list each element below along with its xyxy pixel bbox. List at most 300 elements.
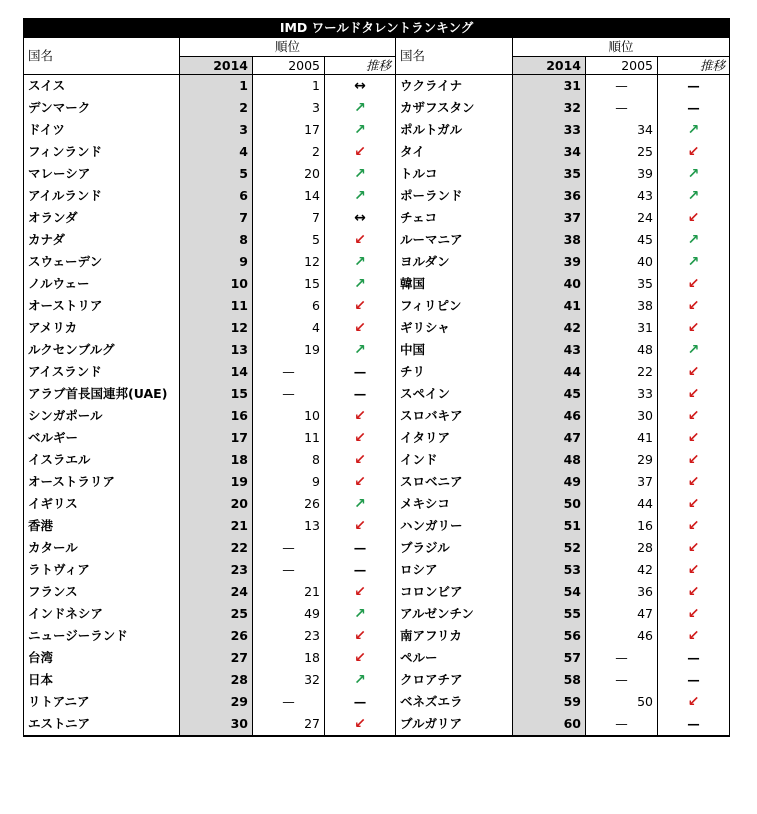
country-name: フィンランド bbox=[24, 141, 180, 163]
country-name: スウェーデン bbox=[24, 251, 180, 273]
trend-cell bbox=[658, 339, 730, 361]
country-name: ブラジル bbox=[396, 537, 513, 559]
country-name: 韓国 bbox=[396, 273, 513, 295]
rank-2005: 32 bbox=[253, 669, 325, 691]
rank-2005: — bbox=[586, 669, 658, 691]
rank-2005: 16 bbox=[586, 515, 658, 537]
country-name: オーストラリア bbox=[24, 471, 180, 493]
table-row bbox=[24, 251, 730, 273]
rank-2005: 3 bbox=[253, 97, 325, 119]
no-data-dash: — bbox=[687, 100, 700, 115]
table-row bbox=[24, 493, 730, 515]
rank-2014: 54 bbox=[513, 581, 586, 603]
table-row bbox=[24, 339, 730, 361]
up-arrow-icon: ↗ bbox=[354, 188, 366, 204]
country-name: アイスランド bbox=[24, 361, 180, 383]
rank-2005: 21 bbox=[253, 581, 325, 603]
table-row bbox=[24, 647, 730, 669]
header-2005-left: 2005 bbox=[253, 57, 325, 75]
trend-cell bbox=[325, 273, 396, 295]
trend-cell bbox=[325, 427, 396, 449]
country-name: ルーマニア bbox=[396, 229, 513, 251]
down-arrow-icon: ↙ bbox=[354, 650, 366, 666]
trend-cell bbox=[658, 141, 730, 163]
country-name: 日本 bbox=[24, 669, 180, 691]
rank-2014: 9 bbox=[180, 251, 253, 273]
rank-2005: 27 bbox=[253, 713, 325, 736]
country-name: ロシア bbox=[396, 559, 513, 581]
left-right-arrow-icon: ↔ bbox=[354, 78, 366, 94]
rank-2005: 5 bbox=[253, 229, 325, 251]
country-name: カナダ bbox=[24, 229, 180, 251]
rank-2005: — bbox=[586, 713, 658, 736]
rank-2005: 47 bbox=[586, 603, 658, 625]
rank-2014: 46 bbox=[513, 405, 586, 427]
trend-cell bbox=[325, 383, 396, 405]
trend-cell bbox=[325, 97, 396, 119]
down-arrow-icon: ↙ bbox=[354, 430, 366, 446]
rank-2014: 20 bbox=[180, 493, 253, 515]
rank-2005: — bbox=[253, 537, 325, 559]
rank-2005: 17 bbox=[253, 119, 325, 141]
trend-cell bbox=[325, 119, 396, 141]
rank-2014: 27 bbox=[180, 647, 253, 669]
country-name: デンマーク bbox=[24, 97, 180, 119]
trend-cell bbox=[325, 559, 396, 581]
rank-2005: 48 bbox=[586, 339, 658, 361]
rank-2014: 14 bbox=[180, 361, 253, 383]
trend-cell bbox=[658, 317, 730, 339]
country-name: トルコ bbox=[396, 163, 513, 185]
down-arrow-icon: ↙ bbox=[687, 276, 700, 292]
trend-cell bbox=[658, 713, 730, 736]
left-right-arrow-icon: ↔ bbox=[354, 210, 366, 226]
country-name: ポーランド bbox=[396, 185, 513, 207]
rank-2005: 13 bbox=[253, 515, 325, 537]
up-arrow-icon: ↗ bbox=[687, 342, 700, 358]
trend-cell bbox=[658, 603, 730, 625]
trend-cell bbox=[658, 383, 730, 405]
no-data-dash: — bbox=[353, 386, 367, 401]
trend-cell bbox=[325, 251, 396, 273]
country-name: イギリス bbox=[24, 493, 180, 515]
country-name: ドイツ bbox=[24, 119, 180, 141]
rank-2005: 50 bbox=[586, 691, 658, 713]
country-name: ノルウェー bbox=[24, 273, 180, 295]
table-row bbox=[24, 515, 730, 537]
rank-2005: 4 bbox=[253, 317, 325, 339]
rank-2014: 53 bbox=[513, 559, 586, 581]
country-name: スロバキア bbox=[396, 405, 513, 427]
country-name: スペイン bbox=[396, 383, 513, 405]
trend-cell bbox=[325, 163, 396, 185]
rank-2005: 30 bbox=[586, 405, 658, 427]
trend-cell bbox=[658, 97, 730, 119]
rank-2014: 25 bbox=[180, 603, 253, 625]
country-name: ベネズエラ bbox=[396, 691, 513, 713]
trend-cell bbox=[325, 229, 396, 251]
up-arrow-icon: ↗ bbox=[354, 122, 366, 138]
rank-2005: 39 bbox=[586, 163, 658, 185]
down-arrow-icon: ↙ bbox=[687, 408, 700, 424]
trend-cell bbox=[325, 449, 396, 471]
table-row bbox=[24, 163, 730, 185]
rank-2005: — bbox=[253, 383, 325, 405]
down-arrow-icon: ↙ bbox=[687, 320, 700, 336]
no-data-dash: — bbox=[687, 650, 700, 665]
country-name: タイ bbox=[396, 141, 513, 163]
rank-2005: 34 bbox=[586, 119, 658, 141]
rank-2014: 30 bbox=[180, 713, 253, 736]
up-arrow-icon: ↗ bbox=[354, 166, 366, 182]
rank-2014: 39 bbox=[513, 251, 586, 273]
rank-2014: 37 bbox=[513, 207, 586, 229]
down-arrow-icon: ↙ bbox=[687, 430, 700, 446]
country-name: アルゼンチン bbox=[396, 603, 513, 625]
rank-2014: 11 bbox=[180, 295, 253, 317]
country-name: フランス bbox=[24, 581, 180, 603]
rank-2005: 15 bbox=[253, 273, 325, 295]
trend-cell bbox=[325, 317, 396, 339]
rank-2014: 26 bbox=[180, 625, 253, 647]
no-data-dash: — bbox=[353, 562, 367, 577]
header-rank-left: 順位 bbox=[180, 38, 396, 57]
country-name: インドネシア bbox=[24, 603, 180, 625]
rank-2014: 6 bbox=[180, 185, 253, 207]
table-row bbox=[24, 361, 730, 383]
no-data-dash: — bbox=[687, 716, 700, 731]
rank-2005: 36 bbox=[586, 581, 658, 603]
rank-2014: 21 bbox=[180, 515, 253, 537]
rank-2005: — bbox=[586, 75, 658, 98]
down-arrow-icon: ↙ bbox=[354, 628, 366, 644]
up-arrow-icon: ↗ bbox=[687, 122, 700, 138]
country-name: チェコ bbox=[396, 207, 513, 229]
trend-cell bbox=[325, 141, 396, 163]
up-arrow-icon: ↗ bbox=[687, 166, 700, 182]
rank-2005: 41 bbox=[586, 427, 658, 449]
rank-2014: 41 bbox=[513, 295, 586, 317]
down-arrow-icon: ↙ bbox=[687, 496, 700, 512]
country-name: 香港 bbox=[24, 515, 180, 537]
rank-2005: 31 bbox=[586, 317, 658, 339]
rank-2014: 18 bbox=[180, 449, 253, 471]
table-row bbox=[24, 581, 730, 603]
rank-2005: 20 bbox=[253, 163, 325, 185]
rank-2014: 47 bbox=[513, 427, 586, 449]
rank-2005: — bbox=[253, 361, 325, 383]
rank-2014: 2 bbox=[180, 97, 253, 119]
table-row bbox=[24, 669, 730, 691]
rank-2005: 14 bbox=[253, 185, 325, 207]
rank-2005: 40 bbox=[586, 251, 658, 273]
table-row bbox=[24, 559, 730, 581]
header-trend-right: 推移 bbox=[658, 57, 730, 75]
rank-2014: 16 bbox=[180, 405, 253, 427]
trend-cell bbox=[325, 207, 396, 229]
trend-cell bbox=[325, 713, 396, 736]
rank-2014: 1 bbox=[180, 75, 253, 98]
country-name: カザフスタン bbox=[396, 97, 513, 119]
rank-2014: 28 bbox=[180, 669, 253, 691]
table-row bbox=[24, 537, 730, 559]
rank-2005: 44 bbox=[586, 493, 658, 515]
rank-2005: 9 bbox=[253, 471, 325, 493]
up-arrow-icon: ↗ bbox=[687, 254, 700, 270]
down-arrow-icon: ↙ bbox=[687, 562, 700, 578]
rank-2005: 22 bbox=[586, 361, 658, 383]
country-name: ハンガリー bbox=[396, 515, 513, 537]
trend-cell bbox=[658, 427, 730, 449]
down-arrow-icon: ↙ bbox=[687, 364, 700, 380]
rank-2005: 7 bbox=[253, 207, 325, 229]
rank-2005: 49 bbox=[253, 603, 325, 625]
table-row bbox=[24, 295, 730, 317]
rank-2014: 55 bbox=[513, 603, 586, 625]
trend-cell bbox=[325, 493, 396, 515]
rank-2005: 35 bbox=[586, 273, 658, 295]
table-row bbox=[24, 317, 730, 339]
trend-cell bbox=[658, 75, 730, 98]
rank-2014: 51 bbox=[513, 515, 586, 537]
table-row bbox=[24, 383, 730, 405]
down-arrow-icon: ↙ bbox=[354, 584, 366, 600]
rank-2014: 31 bbox=[513, 75, 586, 98]
down-arrow-icon: ↙ bbox=[354, 518, 366, 534]
rank-2014: 10 bbox=[180, 273, 253, 295]
country-name: コロンビア bbox=[396, 581, 513, 603]
rank-2014: 44 bbox=[513, 361, 586, 383]
country-name: イタリア bbox=[396, 427, 513, 449]
rank-2014: 56 bbox=[513, 625, 586, 647]
down-arrow-icon: ↙ bbox=[354, 474, 366, 490]
table-row bbox=[24, 207, 730, 229]
rank-2014: 45 bbox=[513, 383, 586, 405]
down-arrow-icon: ↙ bbox=[687, 628, 700, 644]
header-2014-left: 2014 bbox=[180, 57, 253, 75]
rank-2014: 42 bbox=[513, 317, 586, 339]
rank-2014: 58 bbox=[513, 669, 586, 691]
down-arrow-icon: ↙ bbox=[687, 452, 700, 468]
country-name: スロベニア bbox=[396, 471, 513, 493]
trend-cell bbox=[658, 185, 730, 207]
rank-2005: — bbox=[253, 691, 325, 713]
rank-2014: 36 bbox=[513, 185, 586, 207]
up-arrow-icon: ↗ bbox=[354, 606, 366, 622]
country-name: イスラエル bbox=[24, 449, 180, 471]
rank-2014: 43 bbox=[513, 339, 586, 361]
trend-cell bbox=[325, 603, 396, 625]
rank-2014: 35 bbox=[513, 163, 586, 185]
header-country-left: 国名 bbox=[24, 38, 180, 75]
table-row bbox=[24, 273, 730, 295]
table-row bbox=[24, 471, 730, 493]
country-name: インド bbox=[396, 449, 513, 471]
country-name: ルクセンブルグ bbox=[24, 339, 180, 361]
rank-2005: 8 bbox=[253, 449, 325, 471]
rank-2014: 29 bbox=[180, 691, 253, 713]
rank-2005: — bbox=[253, 559, 325, 581]
table-title: IMD ワールドタレントランキング bbox=[24, 19, 730, 38]
no-data-dash: — bbox=[353, 540, 367, 555]
country-name: フィリピン bbox=[396, 295, 513, 317]
country-name: マレーシア bbox=[24, 163, 180, 185]
country-name: アラブ首長国連邦(UAE) bbox=[24, 383, 180, 405]
country-name: チリ bbox=[396, 361, 513, 383]
rank-2005: 23 bbox=[253, 625, 325, 647]
rank-2014: 48 bbox=[513, 449, 586, 471]
table-row bbox=[24, 713, 730, 736]
country-name: オランダ bbox=[24, 207, 180, 229]
header-country-right: 国名 bbox=[396, 38, 513, 75]
trend-cell bbox=[658, 559, 730, 581]
country-name: ギリシャ bbox=[396, 317, 513, 339]
table-row bbox=[24, 449, 730, 471]
country-name: ヨルダン bbox=[396, 251, 513, 273]
up-arrow-icon: ↗ bbox=[354, 276, 366, 292]
country-name: スイス bbox=[24, 75, 180, 98]
rank-2005: 28 bbox=[586, 537, 658, 559]
trend-cell bbox=[325, 295, 396, 317]
rank-2014: 40 bbox=[513, 273, 586, 295]
trend-cell bbox=[658, 163, 730, 185]
rank-2014: 34 bbox=[513, 141, 586, 163]
country-name: ポルトガル bbox=[396, 119, 513, 141]
rank-2005: — bbox=[586, 97, 658, 119]
trend-cell bbox=[325, 669, 396, 691]
table-row bbox=[24, 119, 730, 141]
trend-cell bbox=[325, 75, 396, 98]
rank-2005: 45 bbox=[586, 229, 658, 251]
trend-cell bbox=[658, 493, 730, 515]
down-arrow-icon: ↙ bbox=[354, 320, 366, 336]
rank-2014: 5 bbox=[180, 163, 253, 185]
rank-2005: 33 bbox=[586, 383, 658, 405]
rank-2005: 42 bbox=[586, 559, 658, 581]
trend-cell bbox=[658, 625, 730, 647]
down-arrow-icon: ↙ bbox=[687, 540, 700, 556]
rank-2005: 19 bbox=[253, 339, 325, 361]
table-row bbox=[24, 427, 730, 449]
trend-cell bbox=[658, 207, 730, 229]
trend-cell bbox=[658, 691, 730, 713]
up-arrow-icon: ↗ bbox=[354, 496, 366, 512]
up-arrow-icon: ↗ bbox=[354, 342, 366, 358]
rank-2014: 15 bbox=[180, 383, 253, 405]
country-name: アメリカ bbox=[24, 317, 180, 339]
header-rank-right: 順位 bbox=[513, 38, 730, 57]
table-row bbox=[24, 625, 730, 647]
country-name: 南アフリカ bbox=[396, 625, 513, 647]
rank-2014: 24 bbox=[180, 581, 253, 603]
header-2005-right: 2005 bbox=[586, 57, 658, 75]
country-name: 台湾 bbox=[24, 647, 180, 669]
trend-cell bbox=[325, 691, 396, 713]
up-arrow-icon: ↗ bbox=[354, 100, 366, 116]
trend-cell bbox=[658, 647, 730, 669]
table-row bbox=[24, 691, 730, 713]
rank-2014: 59 bbox=[513, 691, 586, 713]
rank-2014: 50 bbox=[513, 493, 586, 515]
country-name: オーストリア bbox=[24, 295, 180, 317]
rank-2005: 43 bbox=[586, 185, 658, 207]
down-arrow-icon: ↙ bbox=[687, 518, 700, 534]
rank-2005: 38 bbox=[586, 295, 658, 317]
trend-cell bbox=[658, 515, 730, 537]
down-arrow-icon: ↙ bbox=[687, 474, 700, 490]
down-arrow-icon: ↙ bbox=[354, 232, 366, 248]
down-arrow-icon: ↙ bbox=[687, 298, 700, 314]
country-name: クロアチア bbox=[396, 669, 513, 691]
rank-2014: 19 bbox=[180, 471, 253, 493]
country-name: エストニア bbox=[24, 713, 180, 736]
rank-2005: 2 bbox=[253, 141, 325, 163]
trend-cell bbox=[658, 471, 730, 493]
rank-2014: 13 bbox=[180, 339, 253, 361]
down-arrow-icon: ↙ bbox=[687, 584, 700, 600]
down-arrow-icon: ↙ bbox=[354, 144, 366, 160]
table-row bbox=[24, 405, 730, 427]
trend-cell bbox=[325, 537, 396, 559]
table-row bbox=[24, 185, 730, 207]
trend-cell bbox=[325, 339, 396, 361]
up-arrow-icon: ↗ bbox=[687, 232, 700, 248]
no-data-dash: — bbox=[353, 364, 367, 379]
down-arrow-icon: ↙ bbox=[687, 144, 700, 160]
trend-cell bbox=[658, 251, 730, 273]
country-name: ニュージーランド bbox=[24, 625, 180, 647]
rank-2014: 49 bbox=[513, 471, 586, 493]
down-arrow-icon: ↙ bbox=[354, 408, 366, 424]
rank-2014: 60 bbox=[513, 713, 586, 736]
trend-cell bbox=[658, 449, 730, 471]
down-arrow-icon: ↙ bbox=[354, 298, 366, 314]
country-name: メキシコ bbox=[396, 493, 513, 515]
rank-2014: 57 bbox=[513, 647, 586, 669]
country-name: ベルギー bbox=[24, 427, 180, 449]
rank-2014: 8 bbox=[180, 229, 253, 251]
rank-2005: 18 bbox=[253, 647, 325, 669]
table-row bbox=[24, 75, 730, 98]
country-name: アイルランド bbox=[24, 185, 180, 207]
trend-cell bbox=[325, 515, 396, 537]
trend-cell bbox=[325, 647, 396, 669]
rank-2014: 4 bbox=[180, 141, 253, 163]
rank-2005: — bbox=[586, 647, 658, 669]
rank-2014: 17 bbox=[180, 427, 253, 449]
rank-2005: 6 bbox=[253, 295, 325, 317]
rank-2005: 12 bbox=[253, 251, 325, 273]
trend-cell bbox=[325, 405, 396, 427]
rank-2005: 37 bbox=[586, 471, 658, 493]
rank-2014: 38 bbox=[513, 229, 586, 251]
trend-cell bbox=[658, 361, 730, 383]
country-name: ラトヴィア bbox=[24, 559, 180, 581]
trend-cell bbox=[658, 273, 730, 295]
trend-cell bbox=[325, 361, 396, 383]
trend-cell bbox=[325, 581, 396, 603]
down-arrow-icon: ↙ bbox=[687, 606, 700, 622]
up-arrow-icon: ↗ bbox=[687, 188, 700, 204]
country-name: ブルガリア bbox=[396, 713, 513, 736]
table-row bbox=[24, 97, 730, 119]
rank-2005: 26 bbox=[253, 493, 325, 515]
trend-cell bbox=[658, 119, 730, 141]
rank-2005: 11 bbox=[253, 427, 325, 449]
down-arrow-icon: ↙ bbox=[687, 386, 700, 402]
no-data-dash: — bbox=[353, 694, 367, 709]
country-name: カタール bbox=[24, 537, 180, 559]
